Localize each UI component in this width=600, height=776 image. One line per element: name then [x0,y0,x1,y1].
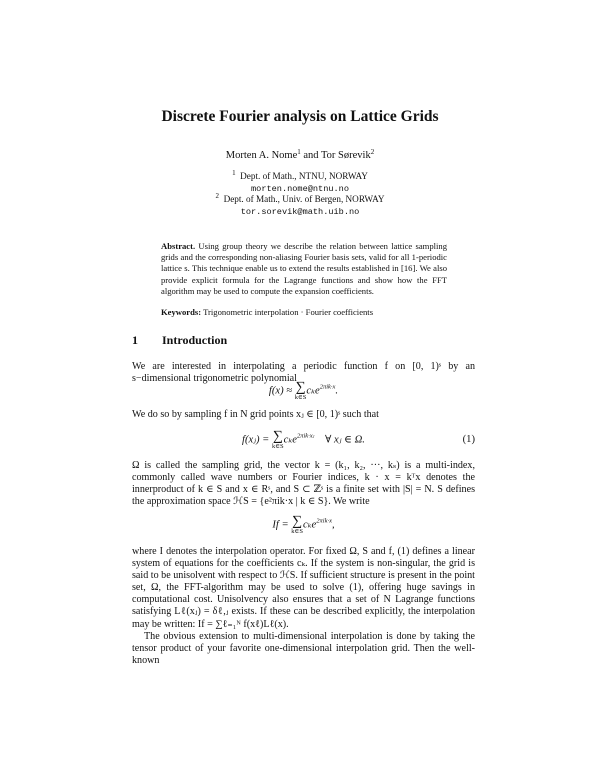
abstract-label: Abstract. [161,241,196,251]
author-name: Tor Sørevik [320,150,371,161]
affiliation-email: morten.nome@ntnu.no [251,183,349,194]
equation-tail: , [331,519,335,531]
sum-operator: ∑ k∈S [294,380,307,401]
author-joiner: and [303,150,319,161]
affiliation-dept: Dept. of Math., NTNU, NORWAY [240,171,368,181]
keywords-label: Keywords: [161,307,202,317]
sum-operator: ∑ k∈S [291,514,303,535]
equation-tail: ∀ xⱼ ∈ Ω. [324,434,365,446]
equation-lhs: If = [272,519,289,531]
affiliation-email: tor.sorevik@math.uib.no [240,206,360,217]
paper-title: Discrete Fourier analysis on Lattice Grids [161,108,439,125]
sum-operator: ∑ k∈S [271,429,284,450]
affiliation-dept: Dept. of Math., Univ. of Bergen, NORWAY [223,194,385,204]
abstract [161,241,447,297]
equation-approx [132,381,475,401]
equation-lhs: f(xⱼ) = [242,434,270,446]
equation-exponent: 2πik·x [319,383,336,391]
author-name: Morten A. Nome [225,150,298,161]
section-title: Introduction [162,333,228,347]
equation-body: cₖe [306,385,320,397]
abstract-text: Using group theory we describe the relation between lattice sampling grids and the corresponding non-aliasing Fourier basis sets, valid for all 1-periodic lattice s. This technique enable us to extend the results established in [16]. We also provide explicit formula for the Lagrange functions and show how the FFT algorithm may be used to compute the expansion coefficients. [161,241,447,296]
paragraph: Ω is called the sampling grid, the vector k = (k₁, k₂, ···, kₛ) is a multi-index, commonly called wave numbers or Fourier indices, k · x = kᵀx denotes the innerproduct of k ∈ S and x ∈ Rˢ, and S ⊂ ℤˢ is a finite set with |S| = N. S defines the approximation space ℋS = {e²πik·x | k ∈ S}. We write [132,460,475,508]
author-line [0,148,600,161]
author-mark: 1 [297,148,301,156]
author-mark: 2 [370,148,375,156]
equation-tail: . [335,385,339,397]
keywords-text: Trigonometric interpolation · Fourier coefficients [203,307,374,317]
equation-number: (1) [462,434,475,445]
paragraph: where I denotes the interpolation operator. For fixed Ω, S and f, (1) defines a linear system of equations for the coefficients cₖ. If the system is non-singular, the grid is said to be unisolvent with respect to ℋS. If sufficient structure is present in the point set, Ω, the FFT-algorithm may be used to solve (1), offering huge savings in computational cost. Unisolvency also ensures that a set of N Lagrange functions satisfying Lℓ(xⱼ) = δℓ,ⱼ exists. If these can be described explicitly, the interpolation may be written: If = ∑ℓ₌₁ᴺ f(xℓ)Lℓ(x). [132,546,475,630]
equation-exponent: 2πik·x [316,517,332,525]
paragraph: The obvious extension to multi-dimensional interpolation is done by taking the tensor product of your favorite one-dimensional interpolation grid. Then the well-known [132,631,475,667]
section-heading [132,333,227,348]
equation-body: cₖe [283,434,297,446]
affiliation-mark: 1 [232,169,236,177]
section-number: 1 [132,333,138,347]
paragraph: We are interested in interpolating a periodic function f on [0, 1)ˢ by an s−dimensional trigonometric polynomial [132,361,475,385]
paragraph: We do so by sampling f in N grid points xⱼ ∈ [0, 1)ˢ such that [132,409,379,420]
affiliation-mark: 2 [215,192,219,200]
equation-1 [132,430,475,450]
affiliation-2 [0,191,600,218]
equation-interp [132,515,475,535]
equation-lhs: f(x) ≈ [268,385,293,397]
equation-body: cₖe [302,519,317,531]
keywords [161,307,447,318]
equation-exponent: 2πik·xⱼ [296,432,315,440]
